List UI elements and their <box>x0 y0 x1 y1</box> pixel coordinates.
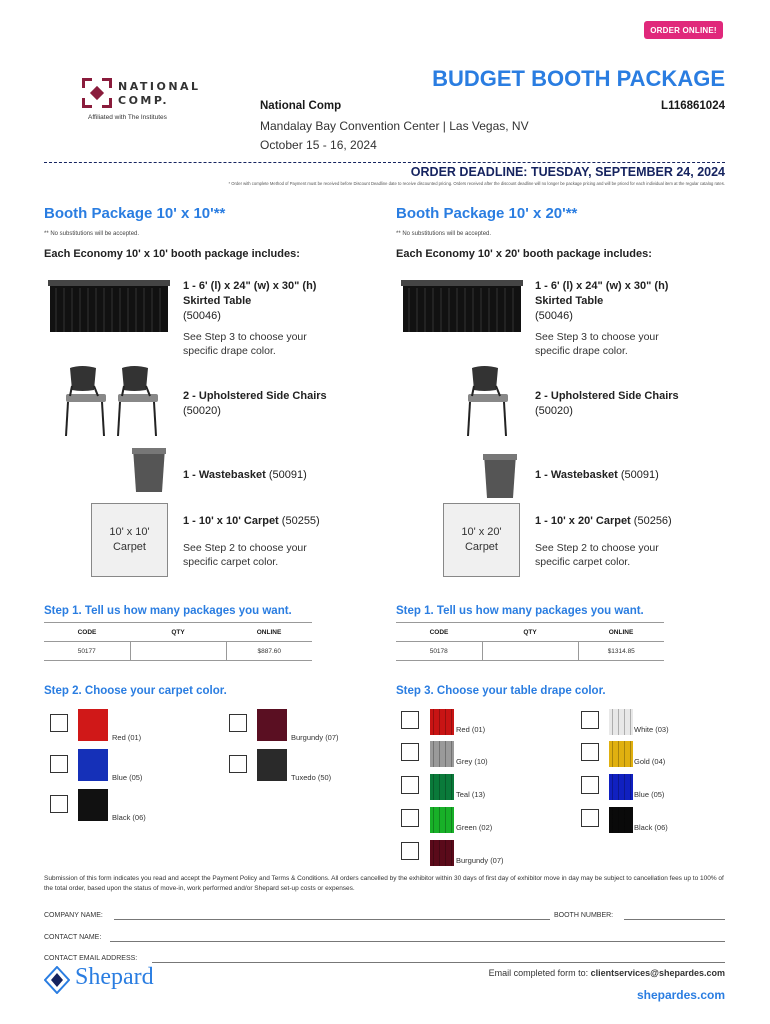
left-chairs-title: 2 - Upholstered Side Chairs <box>183 390 327 402</box>
carpet-burgundy-label: Burgundy (07) <box>291 733 339 742</box>
website-link[interactable]: shepardes.com <box>636 988 725 1002</box>
right-table-note: See Step 3 to choose your specific drape color. <box>535 331 659 357</box>
carpet-red-label: Red (01) <box>112 733 142 742</box>
right-col-qty: QTY <box>482 623 578 642</box>
right-package-includes: Each Economy 10' x 20' booth package includes: <box>396 248 652 260</box>
drape-burgundy-swatch <box>430 840 454 866</box>
national-comp-logo-mark-icon <box>82 78 112 108</box>
drape-grey-label: Grey (10) <box>456 757 488 766</box>
drape-green-label: Green (02) <box>456 823 493 832</box>
left-col-code: CODE <box>44 623 130 642</box>
right-order-table <box>396 622 664 661</box>
left-waste-code: (50091) <box>268 469 307 481</box>
carpet-burgundy-checkbox[interactable] <box>229 714 247 732</box>
order-deadline: ORDER DEADLINE: TUESDAY, SEPTEMBER 24, 2024 <box>410 165 725 179</box>
carpet-tuxedo-label: Tuxedo (50) <box>291 773 332 782</box>
logo-affiliation: Affiliated with The Institutes <box>88 114 167 121</box>
drape-gold-swatch <box>609 741 633 767</box>
national-comp-logo <box>80 78 210 128</box>
right-price-cell: $1314.85 <box>578 642 664 661</box>
right-chairs-description <box>535 389 725 419</box>
carpet-black-checkbox[interactable] <box>50 795 68 813</box>
email-address-link[interactable]: clientservices@shepardes.com <box>590 968 725 978</box>
carpet-red-swatch <box>78 709 108 741</box>
left-qty-input[interactable] <box>130 642 226 661</box>
left-carpet-box <box>91 503 168 577</box>
logo-line-1: NATIONAL <box>118 80 201 93</box>
carpet-blue-checkbox[interactable] <box>50 755 68 773</box>
right-wastebasket-description <box>535 468 725 483</box>
carpet-red-checkbox[interactable] <box>50 714 68 732</box>
left-chairs-code: (50020) <box>183 405 221 417</box>
left-table-note: See Step 3 to choose your specific drape color. <box>183 331 307 357</box>
step3-title: Step 3. Choose your table drape color. <box>396 685 606 697</box>
left-order-table <box>44 622 312 661</box>
drape-blue-checkbox[interactable] <box>581 776 599 794</box>
left-waste-title: 1 - Wastebasket <box>183 469 266 481</box>
left-wastebasket-description <box>183 468 373 483</box>
right-code-cell: 50178 <box>396 642 482 661</box>
carpet-burgundy-swatch <box>257 709 287 741</box>
shepard-diamond-icon <box>44 966 70 994</box>
company-name-field[interactable] <box>114 919 550 920</box>
drape-teal-swatch <box>430 774 454 800</box>
left-table-description <box>183 279 353 324</box>
right-carpet-box-label: Carpet <box>464 541 498 553</box>
contact-email-label: CONTACT EMAIL ADDRESS: <box>44 955 138 962</box>
step2-title: Step 2. Choose your carpet color. <box>44 685 227 697</box>
left-code-cell: 50177 <box>44 642 130 661</box>
page-title: BUDGET BOOTH PACKAGE <box>432 66 725 91</box>
right-col-code: CODE <box>396 623 482 642</box>
show-name: National Comp <box>260 100 342 112</box>
left-table-size: 1 - 6' (l) x 24" (w) x 30" (h) <box>183 280 317 292</box>
drape-white-swatch <box>609 709 633 735</box>
right-table-description <box>535 279 705 324</box>
wastebasket-image <box>131 446 167 494</box>
right-carpet-description <box>535 514 725 529</box>
shepard-wordmark: Shepard <box>75 964 154 990</box>
email-instruction <box>300 968 725 978</box>
right-carpet-box-size: 10' x 20' <box>461 526 502 538</box>
right-table-code: (50046) <box>535 310 573 322</box>
drape-gold-label: Gold (04) <box>634 757 666 766</box>
left-chairs-description <box>183 389 373 419</box>
right-carpet-note: See Step 2 to choose your specific carpet color. <box>535 542 659 568</box>
contact-name-field[interactable] <box>110 941 725 942</box>
left-package-includes: Each Economy 10' x 10' booth package includes: <box>44 248 300 260</box>
left-carpet-code: (50255) <box>281 515 320 527</box>
shepard-logo <box>44 964 174 998</box>
drape-white-label: White (03) <box>634 725 669 734</box>
left-price-cell: $887.60 <box>226 642 312 661</box>
left-carpet-box-size: 10' x 10' <box>109 526 150 538</box>
right-package-title: Booth Package 10' x 20'** <box>396 205 578 222</box>
left-carpet-note: See Step 2 to choose your specific carpet color. <box>183 542 307 568</box>
drape-black-checkbox[interactable] <box>581 809 599 827</box>
left-carpet-title: 1 - 10' x 10' Carpet <box>183 515 279 527</box>
carpet-tuxedo-swatch <box>257 749 287 781</box>
show-venue: Mandalay Bay Convention Center | Las Vegas, NV <box>260 119 529 133</box>
drape-red-checkbox[interactable] <box>401 711 419 729</box>
right-col-online: ONLINE <box>578 623 664 642</box>
left-table-code: (50046) <box>183 310 221 322</box>
right-waste-code: (50091) <box>620 469 659 481</box>
side-chairs-image <box>62 366 172 438</box>
drape-teal-label: Teal (13) <box>456 790 486 799</box>
left-col-qty: QTY <box>130 623 226 642</box>
show-dates: October 15 - 16, 2024 <box>260 138 377 152</box>
deadline-divider <box>44 162 725 163</box>
skirted-table-image <box>44 276 174 336</box>
left-package-title: Booth Package 10' x 10'** <box>44 205 226 222</box>
right-chairs-code: (50020) <box>535 405 573 417</box>
logo-line-2: COMP. <box>118 94 170 107</box>
right-table-size: 1 - 6' (l) x 24" (w) x 30" (h) <box>535 280 669 292</box>
drape-green-checkbox[interactable] <box>401 809 419 827</box>
right-qty-input[interactable] <box>482 642 578 661</box>
carpet-black-label: Black (06) <box>112 813 146 822</box>
left-col-online: ONLINE <box>226 623 312 642</box>
drape-red-label: Red (01) <box>456 725 486 734</box>
drape-teal-checkbox[interactable] <box>401 776 419 794</box>
drape-black-swatch <box>609 807 633 833</box>
contact-email-field[interactable] <box>152 962 725 963</box>
drape-white-checkbox[interactable] <box>581 711 599 729</box>
carpet-blue-label: Blue (05) <box>112 773 143 782</box>
drape-blue-label: Blue (05) <box>634 790 665 799</box>
carpet-blue-swatch <box>78 749 108 781</box>
drape-blue-swatch <box>609 774 633 800</box>
right-carpet-title: 1 - 10' x 20' Carpet <box>535 515 631 527</box>
left-table-name: Skirted Table <box>183 295 252 307</box>
left-carpet-box-label: Carpet <box>112 541 146 553</box>
right-table-name: Skirted Table <box>535 295 604 307</box>
drape-grey-swatch <box>430 741 454 767</box>
drape-burgundy-checkbox[interactable] <box>401 842 419 860</box>
company-name-label: COMPANY NAME: <box>44 912 103 919</box>
contact-name-label: CONTACT NAME: <box>44 934 102 941</box>
booth-number-label: BOOTH NUMBER: <box>554 912 614 919</box>
wastebasket-image-2 <box>482 452 518 500</box>
side-chair-image <box>464 366 520 438</box>
drape-green-swatch <box>430 807 454 833</box>
left-carpet-description <box>183 514 373 529</box>
drape-red-swatch <box>430 709 454 735</box>
drape-black-label: Black (06) <box>634 823 668 832</box>
left-step1-title: Step 1. Tell us how many packages you want. <box>44 605 292 617</box>
drape-grey-checkbox[interactable] <box>401 743 419 761</box>
drape-gold-checkbox[interactable] <box>581 743 599 761</box>
right-waste-title: 1 - Wastebasket <box>535 469 618 481</box>
right-carpet-code: (50256) <box>633 515 672 527</box>
show-code: L116861024 <box>661 100 725 112</box>
carpet-black-swatch <box>78 789 108 821</box>
right-step1-title: Step 1. Tell us how many packages you want. <box>396 605 644 617</box>
email-prefix: Email completed form to: <box>488 968 589 978</box>
order-online-button[interactable]: ORDER ONLINE! <box>644 21 723 39</box>
booth-number-field[interactable] <box>624 919 725 920</box>
skirted-table-image-2 <box>397 276 527 336</box>
deadline-note: * Order with complete Method of Payment must be received before Discount Deadline date to receive discounted pricing. Orders received after the discount deadline will no longer be package pricing and will be priced for each individual item at the regular catalog rates. <box>228 181 725 186</box>
terms-text: Submission of this form indicates you read and accept the Payment Policy and Terms & Conditions. All orders cancelled by the exhibitor within 30 days of first day of exhibitor move in day may be subject to cancellation fees up to 100% of the total order, based upon the status of move-in, work performed and/or Shepard set-up costs or expenses. <box>44 875 724 892</box>
right-carpet-box <box>443 503 520 577</box>
drape-burgundy-label: Burgundy (07) <box>456 856 504 865</box>
left-package-note: ** No substitutions will be accepted. <box>44 231 140 237</box>
chair-icon <box>66 366 106 436</box>
right-chairs-title: 2 - Upholstered Side Chairs <box>535 390 679 402</box>
right-package-note: ** No substitutions will be accepted. <box>396 231 492 237</box>
carpet-tuxedo-checkbox[interactable] <box>229 755 247 773</box>
